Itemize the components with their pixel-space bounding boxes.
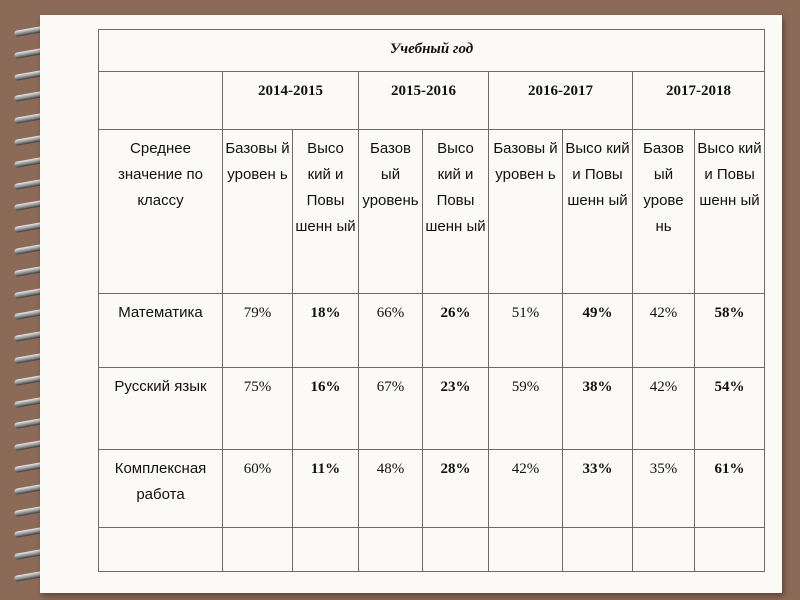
subject-russian: Русский язык [99,368,223,450]
value-cell: 59% [489,368,563,450]
value-cell: 38% [563,368,633,450]
empty-corner-cell [99,72,223,130]
level-header-basic: Базов ый уровень [359,130,423,294]
value-cell: 16% [293,368,359,450]
level-header-advanced: Высо кий и Повы шенн ый [293,130,359,294]
value-cell: 60% [223,450,293,528]
value-cell: 23% [423,368,489,450]
value-cell: 48% [359,450,423,528]
empty-cell [633,528,695,572]
empty-cell [99,528,223,572]
empty-cell [563,528,633,572]
value-cell: 49% [563,294,633,368]
value-cell: 11% [293,450,359,528]
value-cell: 75% [223,368,293,450]
value-cell: 26% [423,294,489,368]
value-cell: 42% [633,368,695,450]
subject-math: Математика [99,294,223,368]
empty-cell [423,528,489,572]
value-cell: 61% [695,450,765,528]
level-header-basic: Базовы й уровен ь [489,130,563,294]
empty-cell [489,528,563,572]
level-header-basic: Базовы й уровен ь [223,130,293,294]
level-header-advanced: Высо кий и Повы шенн ый [423,130,489,294]
year-header: 2015-2016 [359,72,489,130]
results-table [98,29,765,572]
value-cell: 66% [359,294,423,368]
value-cell: 79% [223,294,293,368]
value-cell: 35% [633,450,695,528]
year-header: 2014-2015 [223,72,359,130]
value-cell: 33% [563,450,633,528]
value-cell: 51% [489,294,563,368]
empty-cell [223,528,293,572]
subject-complex-work: Комплексная работа [99,450,223,528]
value-cell: 28% [423,450,489,528]
value-cell: 42% [489,450,563,528]
level-header-advanced: Высо кий и Повы шенн ый [695,130,765,294]
value-cell: 54% [695,368,765,450]
year-header: 2016-2017 [489,72,633,130]
value-cell: 18% [293,294,359,368]
value-cell: 42% [633,294,695,368]
year-header: 2017-2018 [633,72,765,130]
row-header-average: Среднее значение по классу [99,130,223,294]
empty-cell [695,528,765,572]
value-cell: 58% [695,294,765,368]
value-cell: 67% [359,368,423,450]
table-title: Учебный год [99,30,765,72]
empty-cell [293,528,359,572]
empty-cell [359,528,423,572]
level-header-advanced: Высо кий и Повы шенн ый [563,130,633,294]
level-header-basic: Базов ый урове нь [633,130,695,294]
